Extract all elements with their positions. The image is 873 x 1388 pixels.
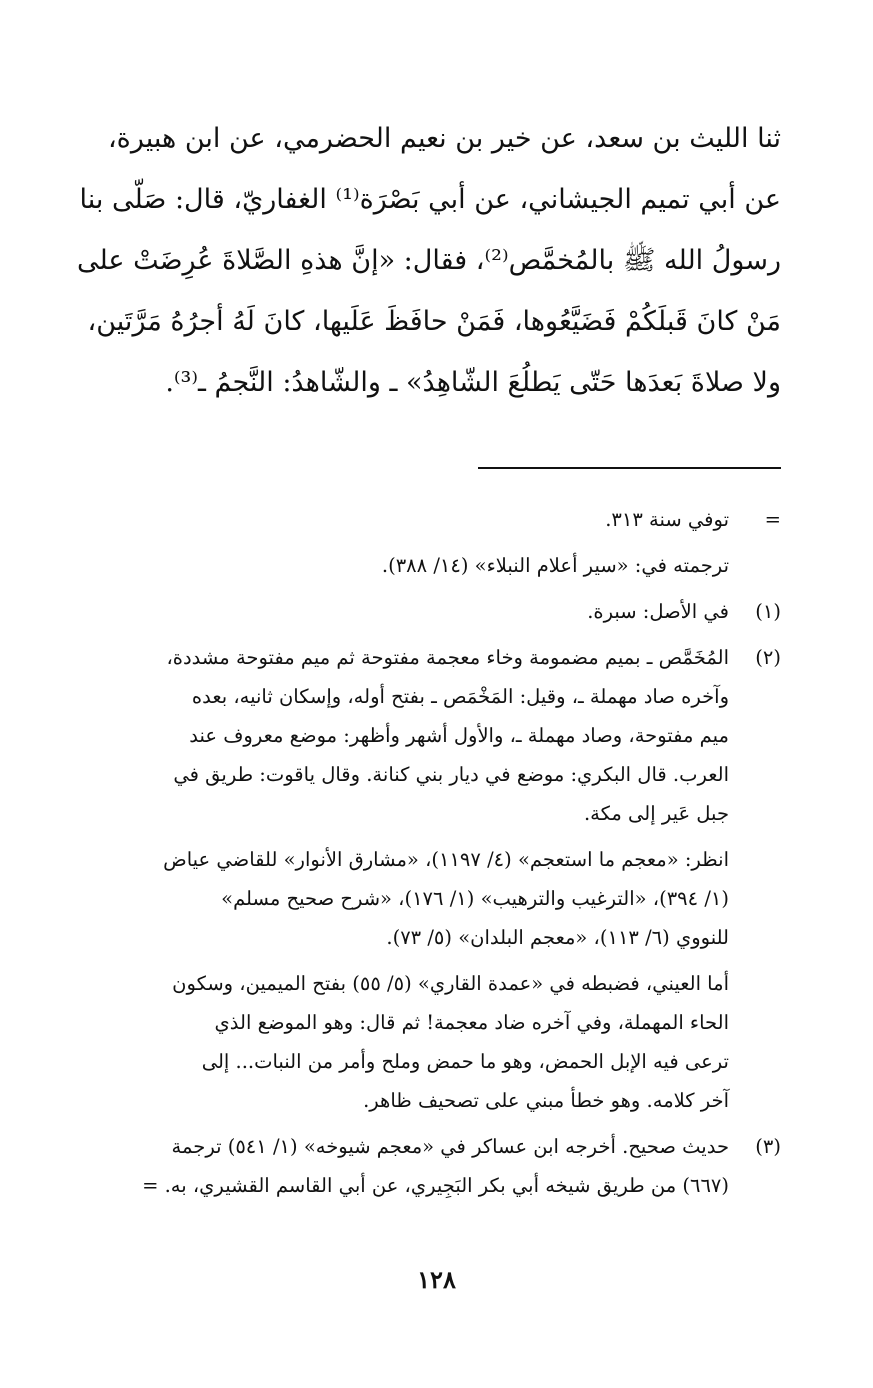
main-line: عن أبي تميم الجيشاني، عن أبي بَصْرَة⁽¹⁾ الغفاريّ، قال: صَلّى بنا (79, 184, 781, 215)
footnote-separator (478, 467, 781, 469)
main-text (68, 108, 781, 413)
footnote-line: حديث صحيح. أخرجه ابن عساكر في «معجم شيوخه» (١/ ٥٤١) ترجمة (171, 1135, 729, 1158)
footnote-1 (68, 592, 781, 631)
footnote-line: العرب. قال البكري: موضع في ديار بني كنانة. وقال ياقوت: طريق في (173, 763, 729, 786)
main-line: ثنا الليث بن سعد، عن خير بن نعيم الحضرمي، عن ابن هبيرة، (107, 123, 781, 154)
footnote-3 (68, 1127, 781, 1205)
main-line: مَنْ كانَ قَبلَكُمْ فَضَيَّعُوها، فَمَنْ حافَظَ عَلَيها، كانَ لَهُ أجرُهُ مَرَّتَين، (87, 306, 781, 337)
footnote-line: (١/ ٣٩٤)، «الترغيب والترهيب» (١/ ١٧٦)، «شرح صحيح مسلم» (221, 887, 729, 910)
footnote-line: جبل عَير إلى مكة. (583, 802, 729, 825)
footnote-paragraph (68, 546, 729, 585)
footnote-paragraph (68, 840, 729, 957)
footnote-line: الحاء المهملة، وفي آخره ضاد معجمة! ثم قال: وهو الموضع الذي (214, 1011, 729, 1034)
footnote-line: للنووي (٦/ ١١٣)، «معجم البلدان» (٥/ ٧٣). (386, 926, 729, 949)
footnote-line: المُخَمَّص ـ بميم مضمومة وخاء معجمة مفتوحة ثم ميم مفتوحة مشددة، (166, 646, 729, 669)
footnote-continuation (68, 500, 781, 585)
footnote-mark: (١) (755, 600, 781, 623)
footnote-mark: = (764, 508, 781, 531)
footnote-line: ترجمته في: «سير أعلام النبلاء» (١٤/ ٣٨٨). (381, 554, 729, 577)
main-line: ولا صلاةَ بَعدَها حَتّى يَطلُعَ الشّاهِدُ» ـ والشّاهدُ: النَّجمُ ـ⁽³⁾. (165, 367, 781, 398)
footnote-line: (٦٦٧) من طريق شيخه أبي بكر البَجِيري، عن أبي القاسم القشيري، به. = (142, 1174, 729, 1197)
footnote-line: توفي سنة ٣١٣. (605, 508, 729, 531)
footnote-2 (68, 638, 781, 1120)
footnote-line: انظر: «معجم ما استعجم» (٤/ ١١٩٧)، «مشارق الأنوار» للقاضي عياض (163, 848, 729, 871)
main-paragraph (68, 108, 781, 413)
footnote-paragraph (68, 592, 729, 631)
footnote-line: أما العيني، فضبطه في «عمدة القاري» (٥/ ٥٥) بفتح الميمين، وسكون (172, 972, 729, 995)
footnote-paragraph (68, 1127, 729, 1205)
footnote-line: آخر كلامه. وهو خطأ مبني على تصحيف ظاهر. (363, 1089, 729, 1112)
footnote-paragraph (68, 638, 729, 833)
footnote-line: ترعى فيه الإبل الحمض، وهو ما حمض وملح وأمر من النبات... إلى (201, 1050, 729, 1073)
page-number: ١٢٨ (417, 1265, 456, 1294)
main-line: رسولُ الله ﷺ بالمُخمَّص⁽²⁾، فقال: «إنَّ هذهِ الصَّلاةَ عُرِضَتْ على (76, 245, 781, 276)
footnote-line: ميم مفتوحة، وصاد مهملة ـ، والأول أشهر وأظهر: موضع معروف عند (189, 724, 729, 747)
footnote-line: وآخره صاد مهملة ـ، وقيل: المَخْمَص ـ بفتح أوله، وإسكان ثانيه، بعده (191, 685, 729, 708)
footnotes (68, 500, 781, 1212)
footnote-paragraph (68, 500, 729, 539)
footnote-mark: (٢) (755, 646, 781, 669)
footnote-mark: (٣) (755, 1135, 781, 1158)
footnote-line: في الأصل: سبرة. (587, 600, 729, 623)
footnote-paragraph (68, 964, 729, 1120)
